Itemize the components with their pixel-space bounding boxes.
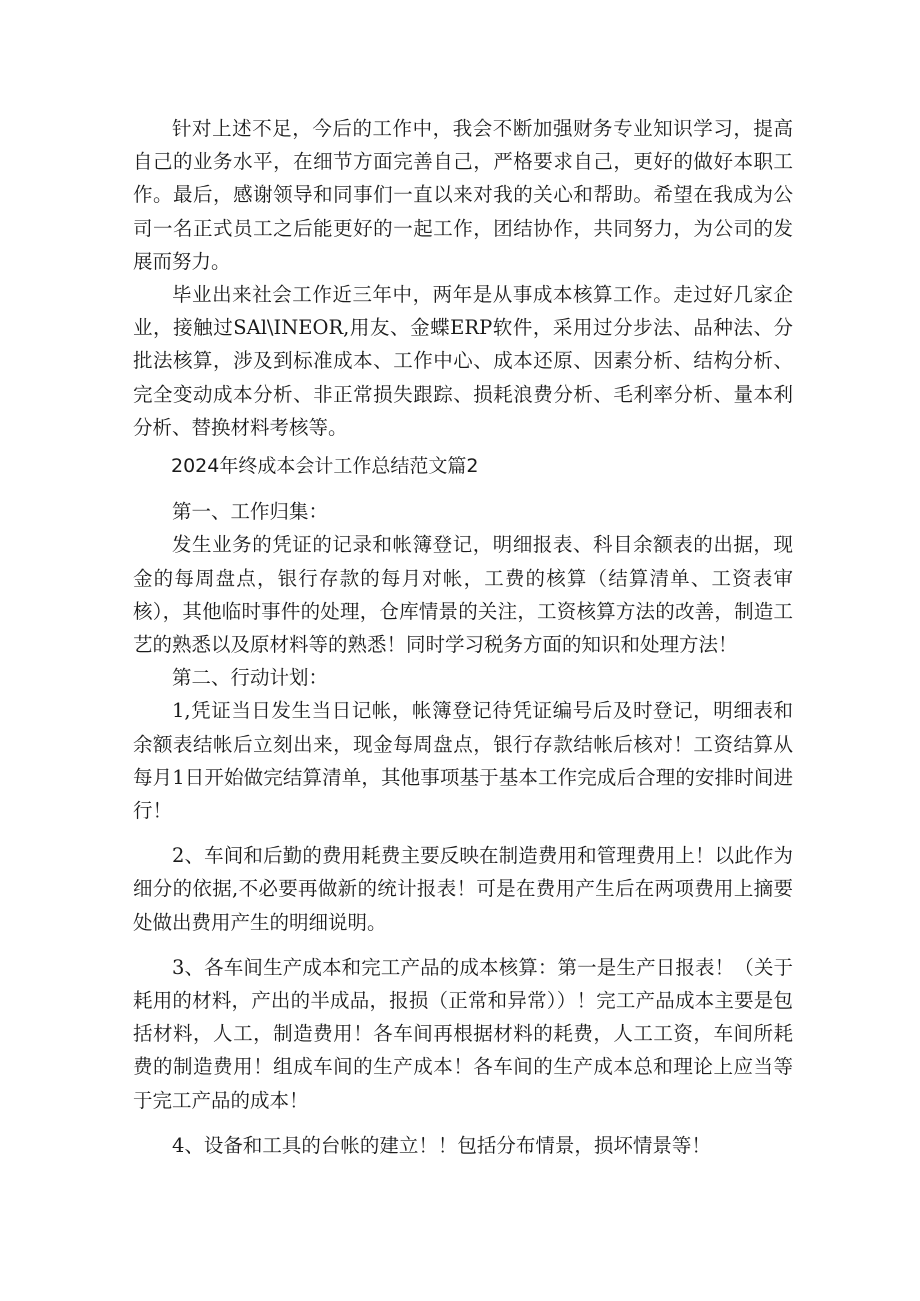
document-body bbox=[133, 112, 793, 1162]
section-1-label: 第一、工作归集： bbox=[172, 500, 329, 524]
section-1-text: 发生业务的凭证的记录和帐簿登记，明细报表、科目余额表的出据，现金的每周盘点，银行存款的每月对帐，工费的核算（结算清单、工资表审核），其他临时事件的处理，仓库情景的关注，工资核算方法的改善，制造工艺的熟悉以及原材料等的熟悉！同时学习税务方面的知识和处理方法！ bbox=[133, 533, 793, 657]
section-2-label: 第二、行动计划： bbox=[172, 666, 329, 690]
section-title: 2024年终成本会计工作总结范文篇2 bbox=[171, 455, 479, 478]
list-item-4: 4、设备和工具的台帐的建立！！包括分布情景，损坏情景等！ bbox=[172, 1133, 711, 1157]
list-item-2: 2、车间和后勤的费用耗费主要反映在制造费用和管理费用上！以此作为细分的依据,不必要再做新的统计报表！可是在费用产生后在两项费用上摘要处做出费用产生的明细说明。 bbox=[133, 844, 793, 934]
list-item-3: 3、各车间生产成本和完工产品的成本核算：第一是生产日报表！（关于耗用的材料，产出的半成品，报损（正常和异常））！完工产品成本主要是包括材料，人工，制造费用！各车间再根据材料的耗费，人工工资，车间所耗费的制造费用！组成车间的生产成本！各车间的生产成本总和理论上应当等于完工产品的成本！ bbox=[133, 955, 793, 1112]
paragraph-improvement: 针对上述不足，今后的工作中，我会不断加强财务专业知识学习，提高自己的业务水平，在细节方面完善自己，严格要求自己，更好的做好本职工作。最后，感谢领导和同事们一直以来对我的关心和帮助。希望在我成为公司一名正式员工之后能更好的一起工作，团结协作，共同努力，为公司的发展而努力。 bbox=[133, 117, 793, 273]
paragraph-experience: 毕业出来社会工作近三年中，两年是从事成本核算工作。走过好几家企业，接触过SAl\INEOR,用友、金蝶ERP软件，采用过分步法、品种法、分批法核算，涉及到标准成本、工作中心、成本还原、因素分析、结构分析、完全变动成本分析、非正常损失跟踪、损耗浪费分析、毛利率分析、量本利分析、替换材料考核等。 bbox=[133, 283, 793, 439]
list-item-1: 1,凭证当日发生当日记帐，帐簿登记待凭证编号后及时登记，明细表和余额表结帐后立刻出来，现金每周盘点，银行存款结帐后核对！工资结算从每月1日开始做完结算清单，其他事项基于基本工作完成后合理的安排时间进行！ bbox=[133, 699, 793, 823]
